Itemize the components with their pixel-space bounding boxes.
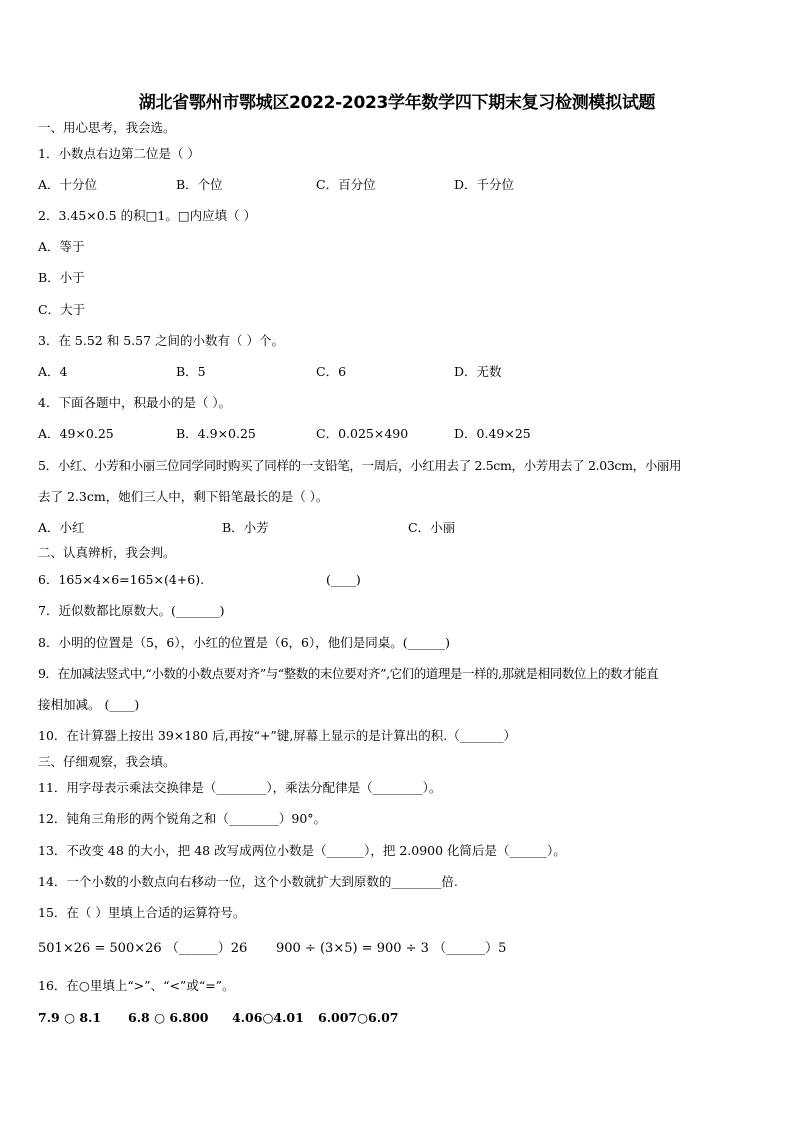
- comparison: 4.06○4.01: [232, 1010, 304, 1025]
- question-1: 1．小数点右边第二位是（ ）: [38, 146, 200, 161]
- equation: 501×26 = 500×26 （______）26: [38, 941, 248, 956]
- option-c: C．百分位: [316, 177, 376, 192]
- option-c: C．大于: [38, 302, 86, 317]
- option-a: A．4: [38, 364, 68, 379]
- section-heading: 一、用心思考，我会选。: [38, 120, 176, 135]
- question-5: 5．小红、小芳和小丽三位同学同时购买了同样的一支铅笔，一周后，小红用去了 2.5cm，小芳用去了 2.03cm，小丽用: [38, 458, 682, 473]
- question-8: 8．小明的位置是（5，6），小红的位置是（6，6），他们是同桌。(______): [38, 635, 451, 650]
- question-16: 16．在○里填上“>”、“<”或“=”。: [38, 978, 235, 993]
- section-heading: 三、仔细观察，我会填。: [38, 754, 176, 769]
- option-c: C．小丽: [408, 520, 456, 535]
- page-title: 湖北省鄂州市鄂城区2022-2023学年数学四下期末复习检测模拟试题: [138, 93, 656, 113]
- section-heading: 二、认真辨析，我会判。: [38, 545, 176, 560]
- equation: 900 ÷ (3×5) = 900 ÷ 3 （______）5: [276, 941, 507, 956]
- question-9-continued: 接相加减。 (____): [38, 697, 140, 712]
- option-b: B．5: [176, 364, 206, 379]
- question-15: 15．在（ ）里填上合适的运算符号。: [38, 905, 246, 920]
- question-10: 10．在计算器上按出 39×180 后,再按“+”键,屏幕上显示的是计算出的积.（_______）: [38, 728, 517, 743]
- comparison: 7.9 ○ 8.1: [38, 1010, 102, 1025]
- option-c: C．0.025×490: [316, 426, 409, 441]
- option-d: D．0.49×25: [454, 426, 531, 441]
- question-5-continued: 去了 2.3cm，她们三人中，剩下铅笔最长的是（ ）。: [38, 489, 329, 504]
- option-b: B．个位: [176, 177, 223, 192]
- question-4: 4．下面各题中，积最小的是（ ）。: [38, 395, 232, 410]
- option-a: A．十分位: [38, 177, 98, 192]
- question-2: 2．3.45×0.5 的积□1。□内应填（ ）: [38, 208, 257, 223]
- option-a: A．等于: [38, 239, 85, 254]
- comparison: 6.8 ○ 6.800: [128, 1010, 209, 1025]
- option-c: C．6: [316, 364, 347, 379]
- question-13: 13．不改变 48 的大小，把 48 改写成两位小数是（______），把 2.0900 化简后是（______）。: [38, 843, 566, 858]
- question-7: 7．近似数都比原数大。(_______): [38, 603, 225, 618]
- comparison: 6.007○6.07: [318, 1010, 399, 1025]
- question-14: 14．一个小数的小数点向右移动一位，这个小数就扩大到原数的________倍.: [38, 874, 458, 889]
- question-12: 12．钝角三角形的两个锐角之和（________）90°。: [38, 811, 327, 826]
- option-b: B．4.9×0.25: [176, 426, 256, 441]
- option-d: D．无数: [454, 364, 502, 379]
- option-d: D．千分位: [454, 177, 515, 192]
- option-b: B．小芳: [222, 520, 269, 535]
- option-b: B．小于: [38, 270, 85, 285]
- question-11: 11．用字母表示乘法交换律是（________），乘法分配律是（________）。: [38, 780, 442, 795]
- option-a: A．49×0.25: [38, 426, 114, 441]
- question-6: 6．165×4×6=165×(4+6).: [38, 572, 205, 587]
- question-3: 3．在 5.52 和 5.57 之间的小数有（ ）个。: [38, 333, 284, 348]
- answer-blank: (____): [326, 572, 361, 587]
- question-9: 9．在加减法竖式中,“小数的小数点要对齐”与“整数的末位要对齐”,它们的道理是一样的,那就是相同数位上的数才能直: [38, 666, 659, 681]
- option-a: A．小红: [38, 520, 85, 535]
